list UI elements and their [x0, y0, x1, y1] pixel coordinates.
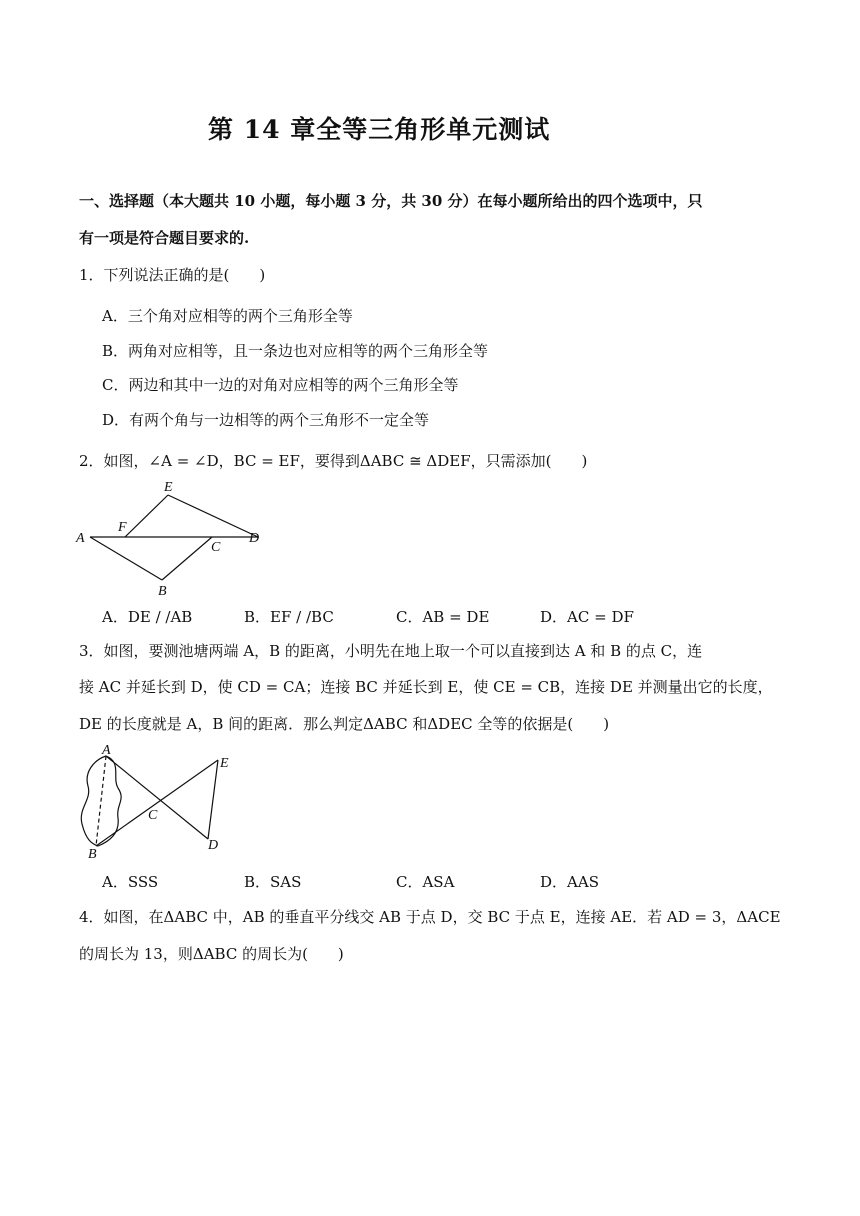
question-3-option-c: C．ASA: [396, 873, 455, 891]
question-1-option-d: D．有两个角与一边相等的两个三角形不一定全等: [102, 411, 430, 429]
question-3-option-d: D．AAS: [540, 873, 599, 891]
page-title: 第 14 章全等三角形单元测试: [208, 115, 551, 144]
question-2-stem: 2．如图，∠A = ∠D，BC = EF，要得到ΔABC ≅ ΔDEF，只需添加( ): [79, 452, 588, 470]
label-c: C: [211, 540, 221, 555]
label-f: F: [118, 520, 127, 535]
segment-ed: [168, 495, 258, 537]
question-4-stem-line1: 4．如图，在ΔABC 中，AB 的垂直平分线交 AB 于点 D，交 BC 于点 E，连接 AE．若 AD = 3，ΔACE: [79, 908, 781, 926]
question-2-option-d: D．AC = DF: [540, 608, 634, 626]
question-3-stem-line3: DE 的长度就是 A，B 间的距离．那么判定ΔABC 和ΔDEC 全等的依据是( ): [79, 715, 610, 733]
label-b: B: [88, 847, 97, 862]
label-e: E: [164, 480, 173, 495]
segment-ed: [208, 760, 218, 839]
segment-fe: [125, 495, 168, 537]
label-c: C: [148, 808, 158, 823]
segment-be: [96, 760, 218, 846]
segment-ab-dashed: [96, 756, 106, 846]
question-2-option-a: A．DE / /AB: [102, 608, 193, 626]
label-b: B: [158, 584, 167, 599]
label-a: A: [76, 531, 85, 546]
question-3-figure: [74, 742, 244, 864]
question-1-option-b: B．两角对应相等，且一条边也对应相等的两个三角形全等: [102, 342, 489, 360]
question-3-stem-line2: 接 AC 并延长到 D，使 CD = CA；连接 BC 并延长到 E，使 CE = CB，连接 DE 并测量出它的长度，: [79, 678, 773, 696]
question-1-option-c: C．两边和其中一边的对角对应相等的两个三角形全等: [102, 376, 459, 394]
question-1-option-a: A．三个角对应相等的两个三角形全等: [102, 307, 353, 325]
segment-ab: [90, 537, 162, 580]
question-3-option-b: B．SAS: [244, 873, 302, 891]
label-d: D: [208, 838, 219, 853]
question-3-option-a: A．SSS: [102, 873, 159, 891]
question-1-stem: 1．下列说法正确的是( ): [79, 266, 266, 284]
label-e: E: [220, 756, 229, 771]
question-2-figure: [70, 475, 270, 603]
section-heading-line1: 一、选择题（本大题共 10 小题，每小题 3 分，共 30 分）在每小题所给出的四个选项中，只: [79, 192, 703, 210]
segment-bc: [162, 537, 212, 580]
question-3-stem-line1: 3．如图，要测池塘两端 A，B 的距离，小明先在地上取一个可以直接到达 A 和 B 的点 C，连: [79, 642, 703, 660]
question-2-option-c: C．AB = DE: [396, 608, 490, 626]
label-a: A: [102, 743, 111, 758]
label-d: D: [249, 531, 260, 546]
question-2-option-b: B．EF / /BC: [244, 608, 334, 626]
question-4-stem-line2: 的周长为 13，则ΔABC 的周长为( ): [79, 945, 344, 963]
section-heading-line2: 有一项是符合题目要求的.: [79, 229, 250, 247]
